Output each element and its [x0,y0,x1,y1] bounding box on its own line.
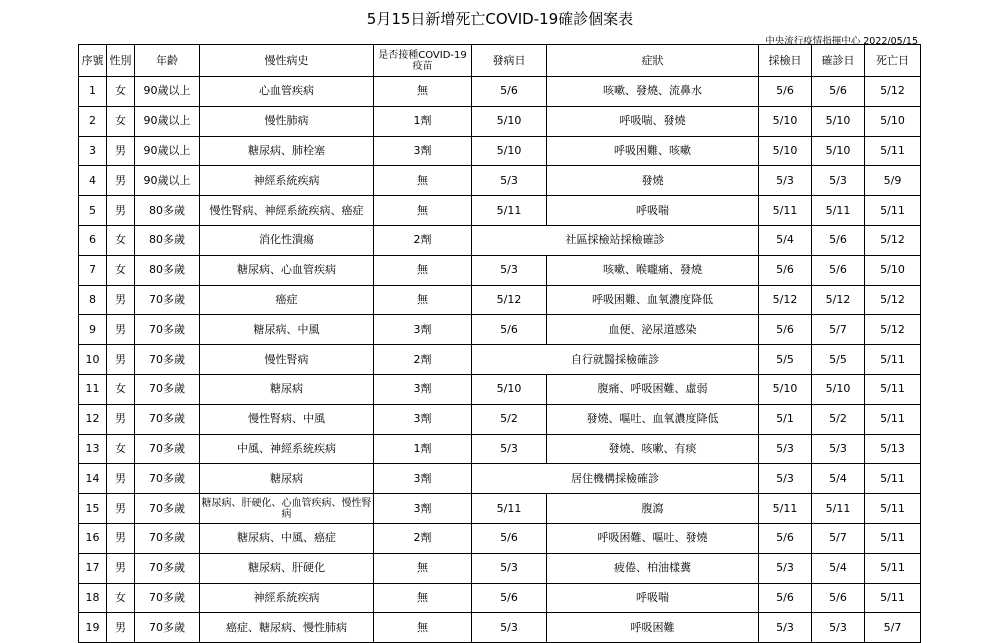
cell-vaccine: 1劑 [374,106,472,136]
cell-test-date: 5/6 [759,77,812,107]
table-row [79,523,921,553]
cell-confirm-date: 5/4 [812,553,865,583]
cell-test-date: 5/6 [759,523,812,553]
header-confirm: 確診日 [812,45,865,77]
header-test: 採檢日 [759,45,812,77]
cell-confirm-date: 5/7 [812,523,865,553]
cell-vaccine: 3劑 [374,315,472,345]
cell-chronic: 中風、神經系統疾病 [200,434,374,464]
cell-death-date: 5/11 [865,523,921,553]
cell-chronic: 心血管疾病 [200,77,374,107]
cell-onset: 5/3 [472,166,547,196]
cell-death-date: 5/11 [865,464,921,494]
header-id: 序號 [79,45,107,77]
table-row [79,196,921,226]
cell-symptoms: 咳嗽、喉嚨痛、發燒 [547,255,759,285]
cell-symptoms: 呼吸困難、咳嗽 [547,136,759,166]
cell-id: 15 [79,494,107,524]
cell-symptoms: 呼吸喘、發燒 [547,106,759,136]
cell-onset: 5/10 [472,374,547,404]
cell-onset: 5/10 [472,136,547,166]
cell-id: 17 [79,553,107,583]
cell-onset: 5/11 [472,196,547,226]
cell-id: 19 [79,613,107,643]
cell-onset: 5/10 [472,106,547,136]
cell-vaccine: 無 [374,166,472,196]
cell-death-date: 5/11 [865,583,921,613]
cell-test-date: 5/12 [759,285,812,315]
cell-test-date: 5/10 [759,374,812,404]
cell-age: 70多歲 [135,374,200,404]
cell-confirm-date: 5/11 [812,494,865,524]
cell-chronic: 糖尿病 [200,464,374,494]
cell-onset: 5/3 [472,553,547,583]
cell-symptoms: 血便、泌尿道感染 [547,315,759,345]
cell-onset: 5/12 [472,285,547,315]
cell-sex: 男 [107,494,135,524]
cell-id: 18 [79,583,107,613]
table-row [79,77,921,107]
cell-confirm-date: 5/6 [812,77,865,107]
cell-onset: 5/6 [472,315,547,345]
cell-death-date: 5/13 [865,434,921,464]
cell-confirm-date: 5/6 [812,225,865,255]
cell-chronic: 神經系統疾病 [200,583,374,613]
cell-test-date: 5/3 [759,464,812,494]
cell-death-date: 5/11 [865,136,921,166]
cell-sex: 女 [107,255,135,285]
cell-age: 90歲以上 [135,77,200,107]
cell-sex: 女 [107,77,135,107]
cell-confirm-date: 5/5 [812,345,865,375]
cell-death-date: 5/11 [865,553,921,583]
cell-symptoms: 腹痛、呼吸困難、虛弱 [547,374,759,404]
cell-sex: 男 [107,613,135,643]
cell-death-date: 5/7 [865,613,921,643]
cell-vaccine: 2劑 [374,225,472,255]
table-row [79,345,921,375]
cell-death-date: 5/12 [865,77,921,107]
header-row [79,45,921,77]
cell-age: 70多歲 [135,345,200,375]
cell-chronic: 癌症、糖尿病、慢性肺病 [200,613,374,643]
table-row [79,404,921,434]
header-symptoms: 症狀 [547,45,759,77]
cell-chronic: 糖尿病、中風 [200,315,374,345]
cell-test-date: 5/3 [759,166,812,196]
cell-id: 11 [79,374,107,404]
cell-id: 14 [79,464,107,494]
header-sex: 性別 [107,45,135,77]
cell-chronic: 慢性腎病、中風 [200,404,374,434]
page-title: 5月15日新增死亡COVID-19確診個案表 [366,10,634,28]
cell-sex: 男 [107,404,135,434]
cell-vaccine: 2劑 [374,345,472,375]
cell-confirm-date: 5/11 [812,196,865,226]
cell-vaccine: 1劑 [374,434,472,464]
cell-confirm-date: 5/2 [812,404,865,434]
cell-confirm-date: 5/12 [812,285,865,315]
cell-vaccine: 無 [374,583,472,613]
cell-test-date: 5/3 [759,553,812,583]
cell-detection-method: 居住機構採檢確診 [472,464,759,494]
cell-confirm-date: 5/6 [812,583,865,613]
cell-onset: 5/2 [472,404,547,434]
cell-test-date: 5/10 [759,106,812,136]
cell-age: 70多歲 [135,613,200,643]
header-vaccine: 是否接種COVID-19疫苗 [374,45,472,77]
cell-age: 90歲以上 [135,136,200,166]
cell-chronic: 消化性潰瘍 [200,225,374,255]
cell-onset: 5/11 [472,494,547,524]
cell-test-date: 5/5 [759,345,812,375]
cell-id: 1 [79,77,107,107]
cell-confirm-date: 5/6 [812,255,865,285]
cell-death-date: 5/11 [865,404,921,434]
cell-age: 70多歲 [135,315,200,345]
cell-age: 70多歲 [135,464,200,494]
cell-vaccine: 無 [374,255,472,285]
cell-id: 2 [79,106,107,136]
cell-confirm-date: 5/3 [812,613,865,643]
cell-id: 10 [79,345,107,375]
cell-id: 3 [79,136,107,166]
cell-id: 6 [79,225,107,255]
cell-symptoms: 咳嗽、發燒、流鼻水 [547,77,759,107]
cell-symptoms: 發燒、咳嗽、有痰 [547,434,759,464]
cell-death-date: 5/11 [865,494,921,524]
cell-chronic: 糖尿病、肺栓塞 [200,136,374,166]
cell-vaccine: 3劑 [374,136,472,166]
header-onset: 發病日 [472,45,547,77]
cell-confirm-date: 5/10 [812,136,865,166]
cell-vaccine: 3劑 [374,374,472,404]
cell-test-date: 5/6 [759,583,812,613]
table-row [79,613,921,643]
cell-vaccine: 3劑 [374,464,472,494]
cell-age: 70多歲 [135,434,200,464]
cell-sex: 男 [107,523,135,553]
cell-test-date: 5/6 [759,315,812,345]
cell-death-date: 5/11 [865,196,921,226]
cell-symptoms: 發燒、嘔吐、血氧濃度降低 [547,404,759,434]
cell-confirm-date: 5/10 [812,374,865,404]
table-row [79,106,921,136]
cell-age: 70多歲 [135,404,200,434]
cell-sex: 女 [107,583,135,613]
cell-symptoms: 呼吸喘 [547,196,759,226]
cell-symptoms: 腹瀉 [547,494,759,524]
cell-sex: 女 [107,106,135,136]
cell-confirm-date: 5/3 [812,166,865,196]
cell-death-date: 5/9 [865,166,921,196]
cell-death-date: 5/10 [865,106,921,136]
cell-test-date: 5/6 [759,255,812,285]
cell-age: 70多歲 [135,583,200,613]
cell-symptoms: 呼吸困難、血氧濃度降低 [547,285,759,315]
cell-chronic: 慢性腎病、神經系統疾病、癌症 [200,196,374,226]
cell-chronic: 癌症 [200,285,374,315]
cell-vaccine: 2劑 [374,523,472,553]
cell-sex: 女 [107,225,135,255]
table-row [79,166,921,196]
cell-death-date: 5/12 [865,315,921,345]
cell-onset: 5/3 [472,434,547,464]
cell-test-date: 5/3 [759,434,812,464]
cell-sex: 女 [107,374,135,404]
cell-confirm-date: 5/7 [812,315,865,345]
cell-death-date: 5/10 [865,255,921,285]
cell-test-date: 5/4 [759,225,812,255]
cell-onset: 5/6 [472,77,547,107]
cell-death-date: 5/12 [865,285,921,315]
table-row [79,136,921,166]
table-row [79,285,921,315]
cell-sex: 男 [107,464,135,494]
cell-confirm-date: 5/10 [812,106,865,136]
cell-onset: 5/6 [472,583,547,613]
cell-id: 12 [79,404,107,434]
cell-sex: 男 [107,345,135,375]
cell-chronic: 糖尿病、肝硬化、心血管疾病、慢性腎病 [200,494,374,524]
table-row [79,553,921,583]
cell-vaccine: 3劑 [374,494,472,524]
cell-death-date: 5/11 [865,345,921,375]
cell-sex: 女 [107,434,135,464]
table-row [79,434,921,464]
cell-vaccine: 無 [374,613,472,643]
cell-detection-method: 社區採檢站採檢確診 [472,225,759,255]
cell-id: 5 [79,196,107,226]
cell-age: 70多歲 [135,494,200,524]
cell-chronic: 慢性腎病 [200,345,374,375]
cell-age: 70多歲 [135,285,200,315]
cell-age: 80多歲 [135,255,200,285]
cell-sex: 男 [107,553,135,583]
cell-death-date: 5/11 [865,374,921,404]
cell-age: 90歲以上 [135,166,200,196]
cell-onset: 5/3 [472,613,547,643]
cell-chronic: 神經系統疾病 [200,166,374,196]
cell-id: 4 [79,166,107,196]
cell-chronic: 糖尿病、心血管疾病 [200,255,374,285]
cases-table [78,44,921,643]
cell-vaccine: 3劑 [374,404,472,434]
table-row [79,583,921,613]
cell-symptoms: 疲倦、柏油樣糞 [547,553,759,583]
table-row [79,225,921,255]
cell-age: 70多歲 [135,523,200,553]
cell-age: 70多歲 [135,553,200,583]
cell-age: 90歲以上 [135,106,200,136]
cell-confirm-date: 5/4 [812,464,865,494]
cell-age: 80多歲 [135,196,200,226]
cell-chronic: 糖尿病、中風、癌症 [200,523,374,553]
cell-id: 8 [79,285,107,315]
cell-sex: 男 [107,196,135,226]
table-row [79,315,921,345]
cell-vaccine: 無 [374,77,472,107]
cell-sex: 男 [107,136,135,166]
cell-symptoms: 發燒 [547,166,759,196]
cell-sex: 男 [107,166,135,196]
table-row [79,255,921,285]
cell-test-date: 5/1 [759,404,812,434]
cell-chronic: 糖尿病 [200,374,374,404]
cell-vaccine: 無 [374,285,472,315]
table-row [79,494,921,524]
cell-chronic: 糖尿病、肝硬化 [200,553,374,583]
cell-death-date: 5/12 [865,225,921,255]
header-age: 年齡 [135,45,200,77]
cell-test-date: 5/11 [759,494,812,524]
cell-test-date: 5/3 [759,613,812,643]
cell-sex: 男 [107,285,135,315]
cell-detection-method: 自行就醫採檢確診 [472,345,759,375]
cell-sex: 男 [107,315,135,345]
header-chronic: 慢性病史 [200,45,374,77]
cell-chronic: 慢性肺病 [200,106,374,136]
cell-id: 13 [79,434,107,464]
cell-vaccine: 無 [374,553,472,583]
cell-id: 7 [79,255,107,285]
cell-id: 9 [79,315,107,345]
table-row [79,374,921,404]
cell-age: 80多歲 [135,225,200,255]
cell-vaccine: 無 [374,196,472,226]
source-note: 中央流行疫情指揮中心 2022/05/15 [765,36,918,47]
header-death: 死亡日 [865,45,921,77]
cell-confirm-date: 5/3 [812,434,865,464]
cell-test-date: 5/11 [759,196,812,226]
table-row [79,464,921,494]
cell-test-date: 5/10 [759,136,812,166]
cell-symptoms: 呼吸困難 [547,613,759,643]
cell-onset: 5/3 [472,255,547,285]
cell-onset: 5/6 [472,523,547,553]
cell-symptoms: 呼吸喘 [547,583,759,613]
cell-symptoms: 呼吸困難、嘔吐、發燒 [547,523,759,553]
cell-id: 16 [79,523,107,553]
